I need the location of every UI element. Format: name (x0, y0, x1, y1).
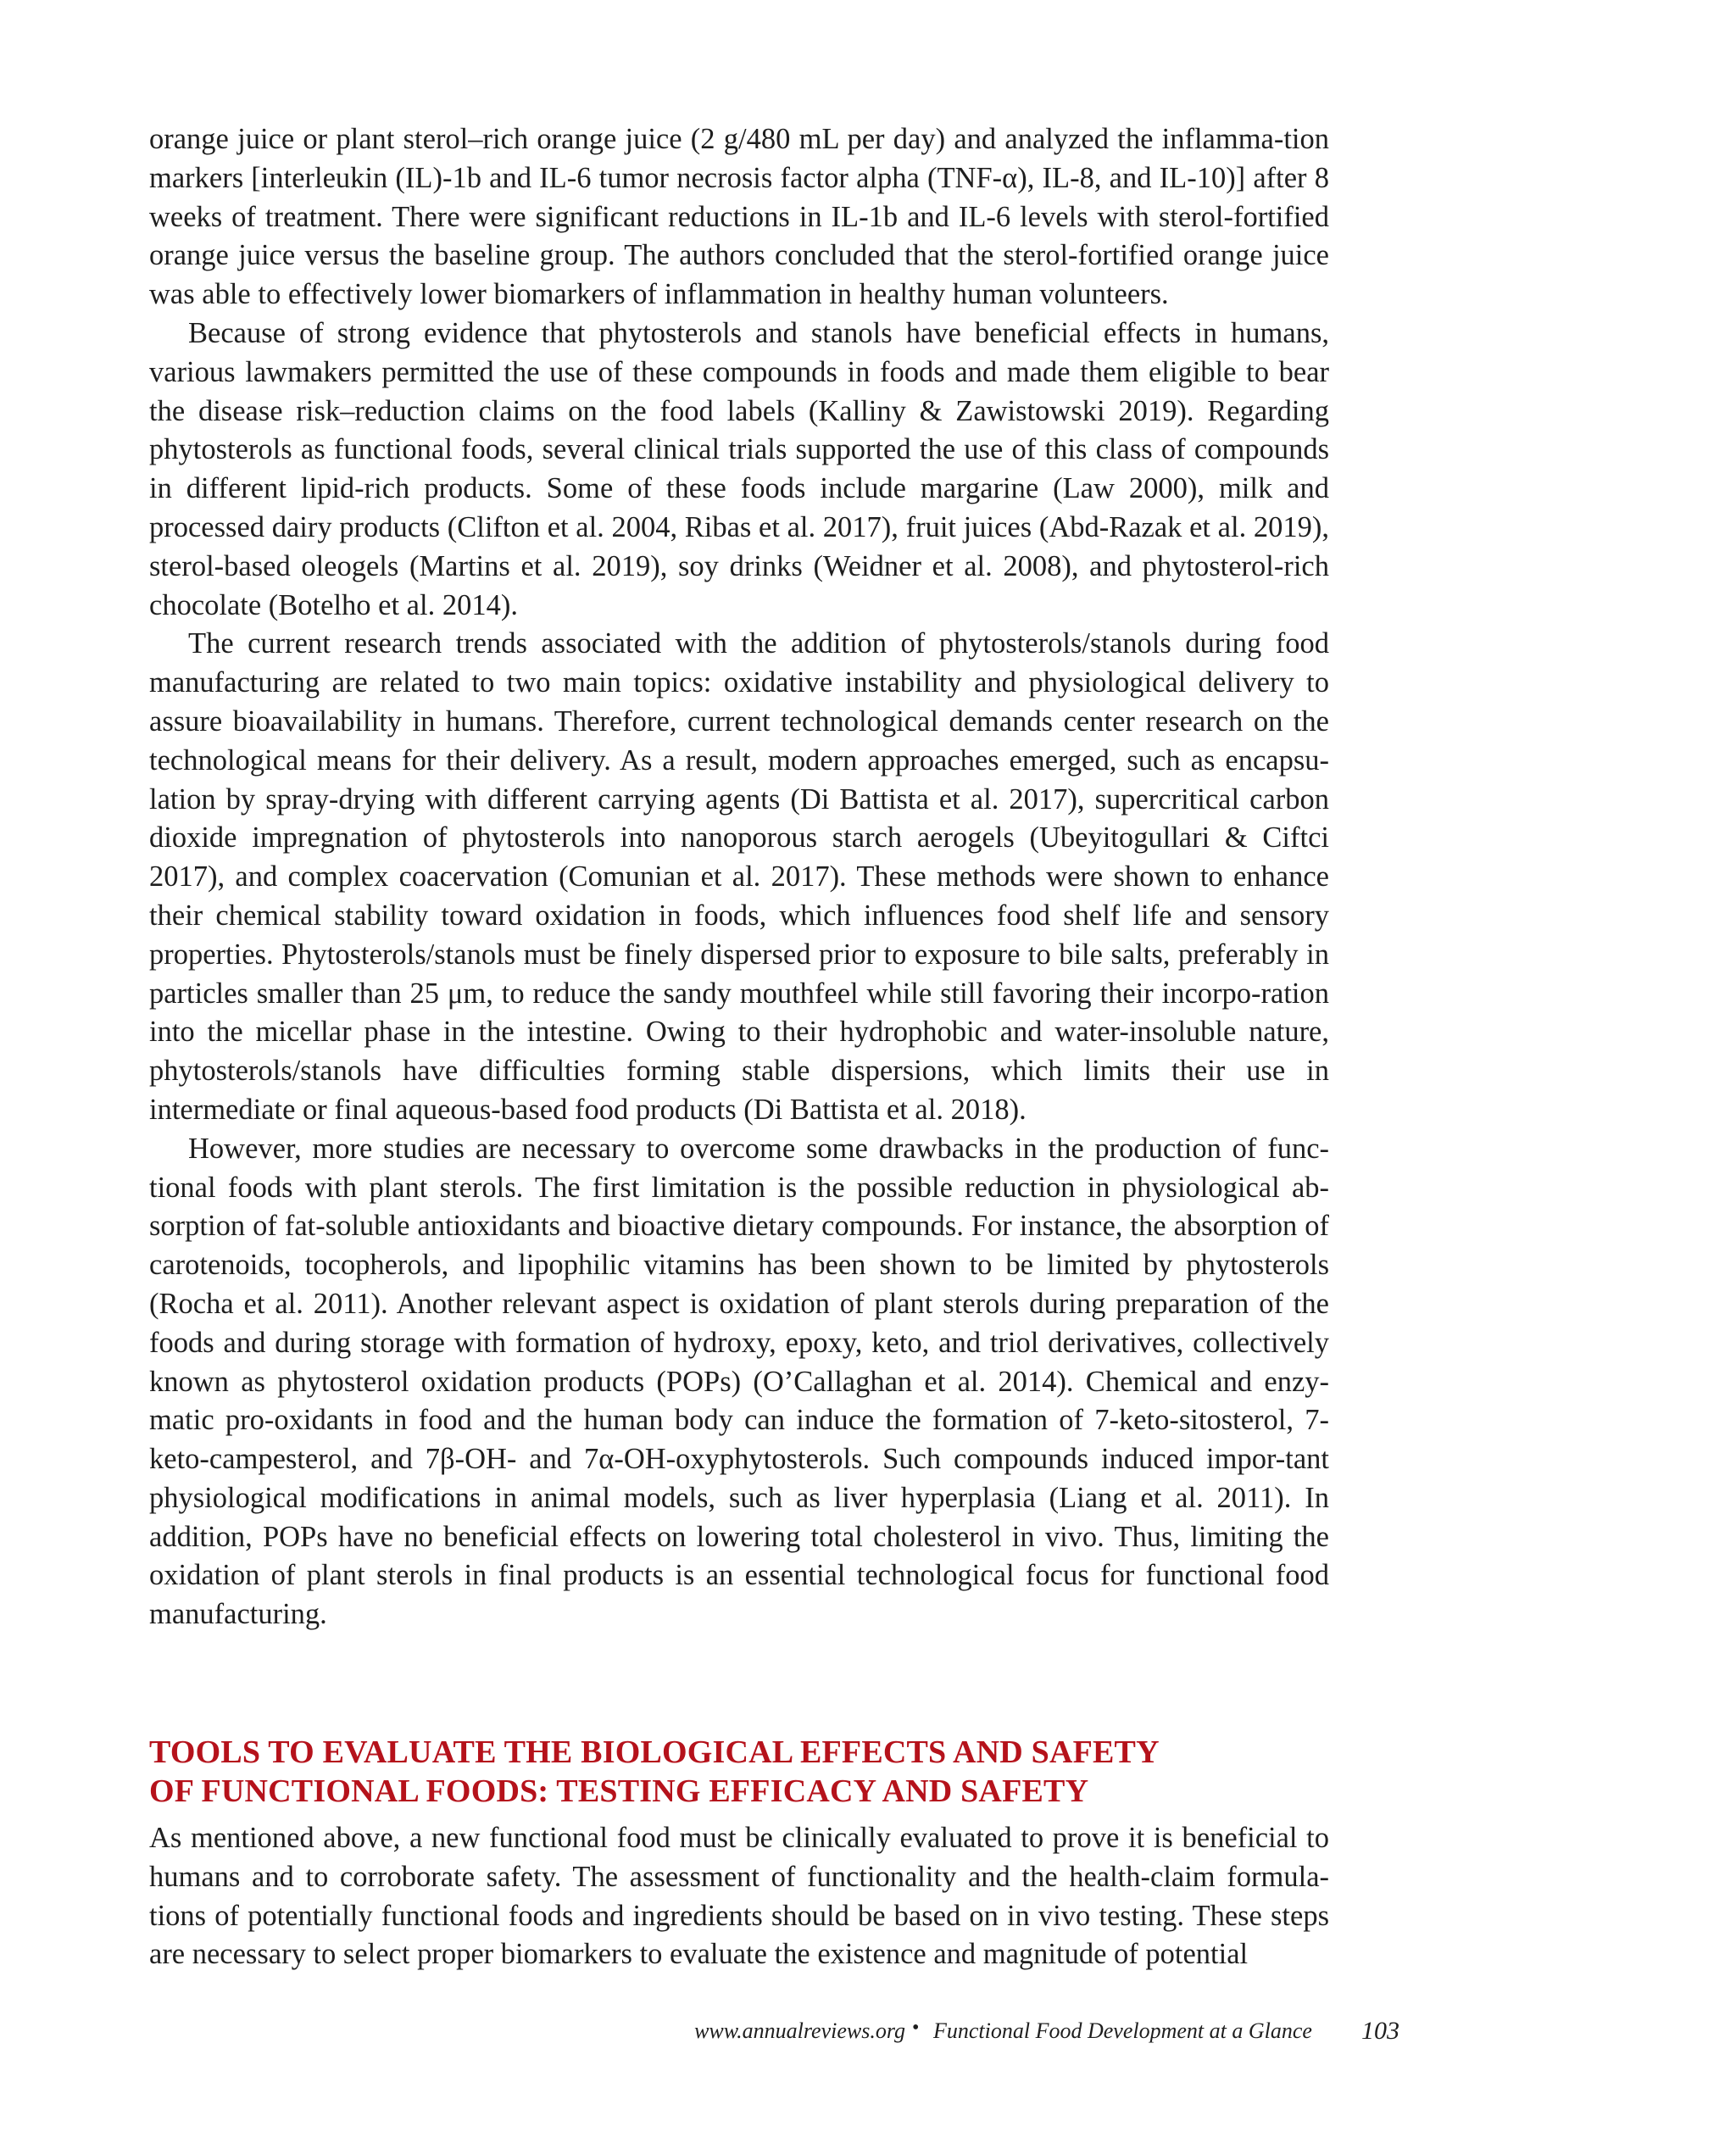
section-heading-line-2: OF FUNCTIONAL FOODS: TESTING EFFICACY AND SAFETY (149, 1773, 1089, 1809)
body-text (149, 120, 1329, 1634)
paragraph-research-trends: The current research trends associated with the addition of phytosterols/stanols during food manufacturing are related to two main topics: oxidative instability and physiological delivery to assure bioavailability in humans. Therefore, current technological demands center research on the technological means for their delivery. As a result, modern approaches emerged, such as encapsu-lation by spray-drying with different carrying agents (Di Battista et al. 2017), supercritical carbon dioxide impregnation of phytosterols into nanoporous starch aerogels (Ubeyitogullari & Ciftci 2017), and complex coacervation (Comunian et al. 2017). These methods were shown to enhance their chemical stability toward oxidation in foods, which influences food shelf life and sensory properties. Phytosterols/stanols must be finely dispersed prior to exposure to bile salts, preferably in particles smaller than 25 μm, to reduce the sandy mouthfeel while still favoring their incorpo-ration into the micellar phase in the intestine. Owing to their hydrophobic and water-insoluble nature, phytosterols/stanols have difficulties forming stable dispersions, which limits their use in intermediate or final aqueous-based food products (Di Battista et al. 2018). (149, 627, 1329, 1126)
section-heading-line-1: TOOLS TO EVALUATE THE BIOLOGICAL EFFECTS AND SAFETY (149, 1734, 1160, 1770)
page-footer (0, 2015, 1736, 2049)
footer-bullet: • (912, 2017, 920, 2039)
paragraph-section-intro: As mentioned above, a new functional food must be clinically evaluated to prove it is beneficial to humans and to corroborate safety. The assessment of functionality and the health-claim formula-tions of potentially functional foods and ingredients should be based on in vivo testing. These steps are necessary to select proper biomarkers to evaluate the existence and magnitude of potential (149, 1822, 1329, 1971)
paragraph-continuation: orange juice or plant sterol–rich orange juice (2 g/480 mL per day) and analyzed the inflamma-tion markers [interleukin (IL)-1b and IL-6 tumor necrosis factor alpha (TNF-α), IL-8, and IL-10)] after 8 weeks of treatment. There were significant reductions in IL-1b and IL-6 levels with sterol-fortified orange juice versus the baseline group. The authors concluded that the sterol-fortified orange juice was able to effectively lower biomarkers of inflammation in healthy human volunteers. (149, 123, 1329, 311)
paragraph-drawbacks: However, more studies are necessary to overcome some drawbacks in the production of func-tional foods with plant sterols. The first limitation is the possible reduction in physiological ab-sorption of fat-soluble antioxidants and bioactive dietary compounds. For instance, the absorption of carotenoids, tocopherols, and lipophilic vitamins has been shown to be limited by phytosterols (Rocha et al. 2011). Another relevant aspect is oxidation of plant sterols during preparation of the foods and during storage with formation of hydroxy, epoxy, keto, and triol derivatives, collectively known as phytosterol oxidation products (POPs) (O’Callaghan et al. 2014). Chemical and enzy-matic pro-oxidants in food and the human body can induce the formation of 7-keto-sitosterol, 7-keto-campesterol, and 7β-OH- and 7α-OH-oxyphytosterols. Such compounds induced impor-tant physiological modifications in animal models, such as liver hyperplasia (Liang et al. 2011). In addition, POPs have no beneficial effects on lowering total cholesterol in vivo. Thus, limiting the oxidation of plant sterols in final products is an essential technological focus for functional food manufacturing. (149, 1132, 1329, 1631)
paragraph-phytosterol-regulation: Because of strong evidence that phytosterols and stanols have beneficial effects in humans, various lawmakers permitted the use of these compounds in foods and made them eligible to bear the disease risk–reduction claims on the food labels (Kalliny & Zawistowski 2019). Regarding phytosterols as functional foods, several clinical trials supported the use of this class of compounds in different lipid-rich products. Some of these foods include margarine (Law 2000), milk and processed dairy products (Clifton et al. 2004, Ribas et al. 2017), fruit juices (Abd-Razak et al. 2019), sterol-based oleogels (Martins et al. 2019), soy drinks (Weidner et al. 2008), and phytosterol-rich chocolate (Botelho et al. 2014). (149, 316, 1329, 621)
footer-journal-title: Functional Food Development at a Glance (933, 2018, 1312, 2043)
footer-url: www.annualreviews.org (694, 2018, 905, 2043)
section-heading (149, 1733, 1329, 1811)
page-number: 103 (1361, 2017, 1399, 2045)
section-body (149, 1819, 1329, 1974)
